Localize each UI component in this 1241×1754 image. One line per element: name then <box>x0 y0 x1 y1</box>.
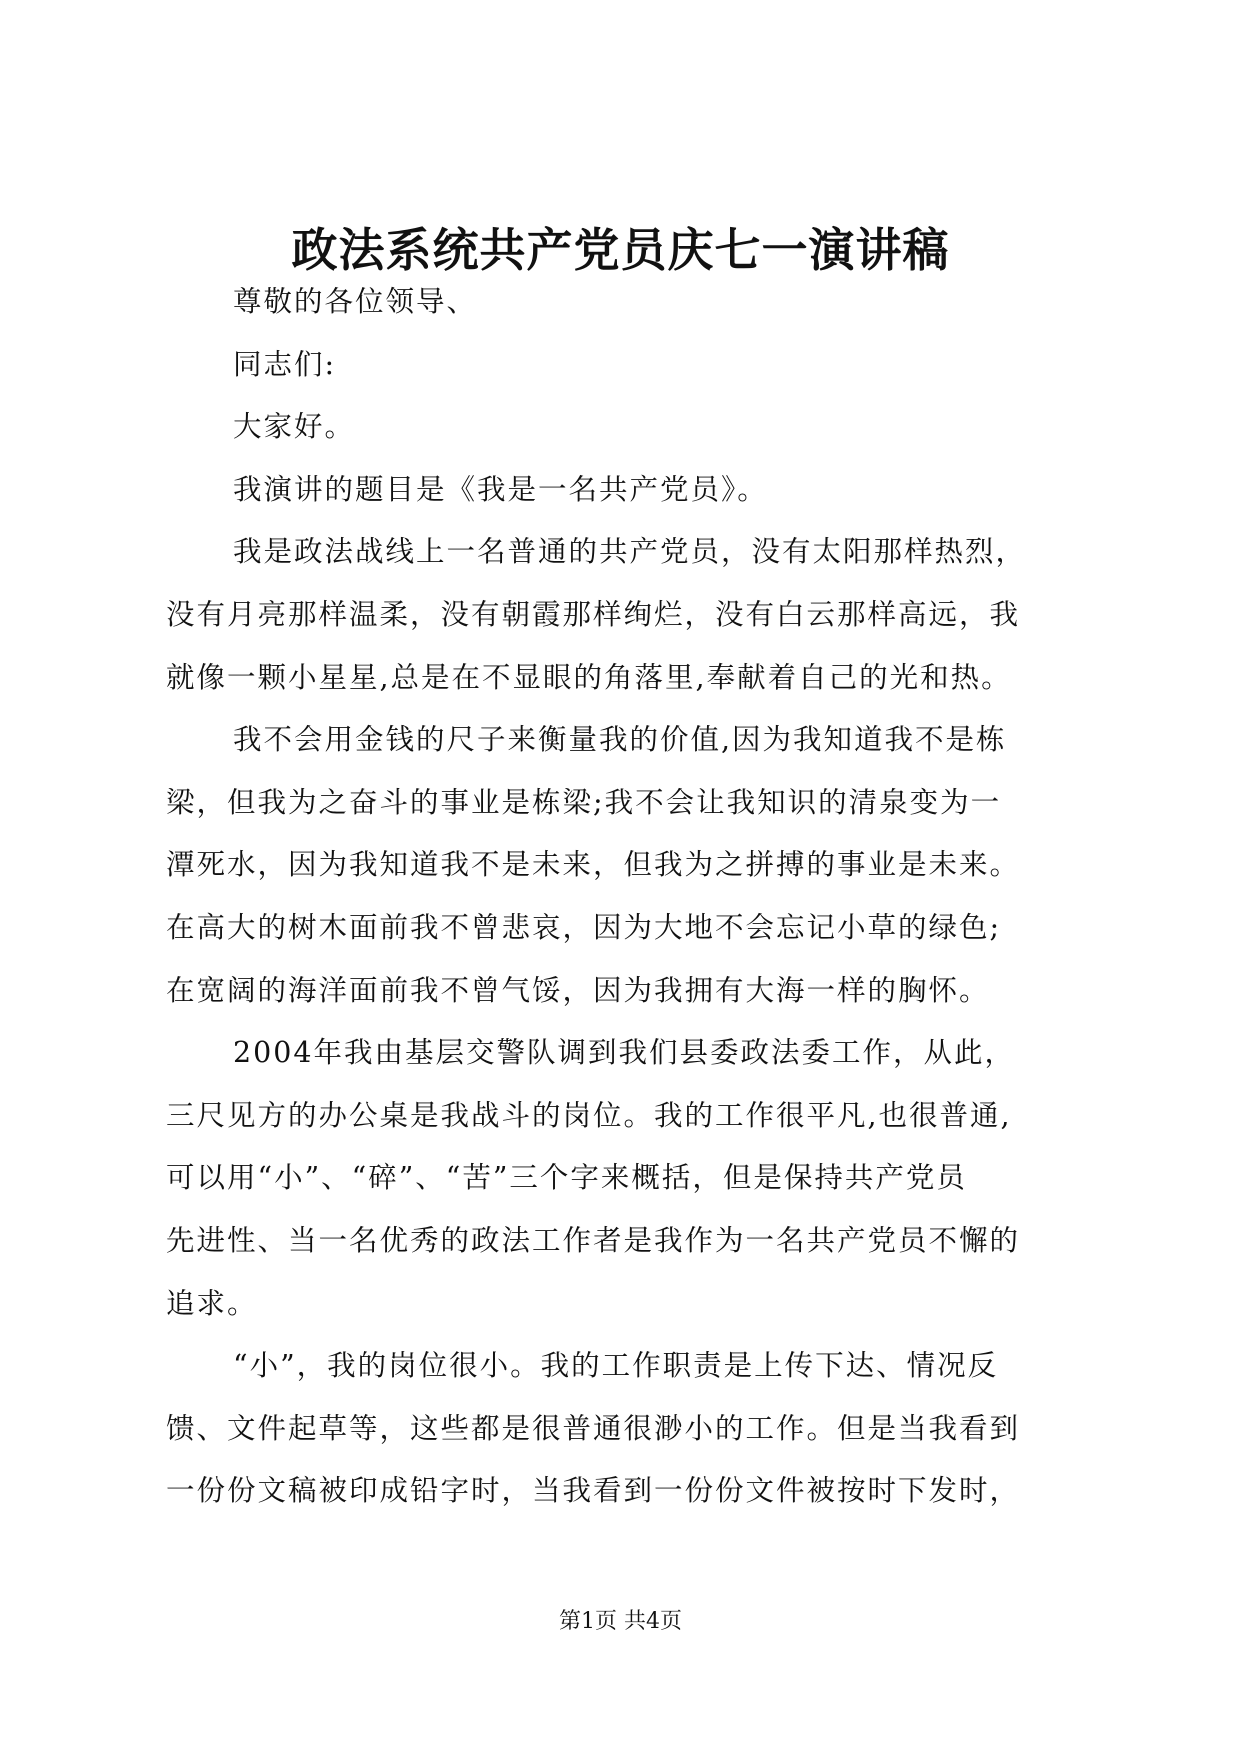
text-line: 追求。 <box>166 1286 258 1320</box>
text-line: 先进性、当一名优秀的政法工作者是我作为一名共产党员不懈的 <box>166 1224 1021 1257</box>
text-line: 馈、文件起草等，这些都是很普通很渺小的工作。但是当我看到 <box>166 1411 1021 1445</box>
text-line: 梁，但我为之奋斗的事业是栋梁;我不会让我知识的清泉变为一 <box>166 785 1002 819</box>
text-line: 在宽阔的海洋面前我不曾气馁，因为我拥有大海一样的胸怀。 <box>166 973 990 1007</box>
text-line: 同志们: <box>233 347 337 381</box>
text-line: 可以用“小”、“碎”、“苦”三个字来概括，但是保持共产党员 <box>166 1161 967 1195</box>
text-line: 我是政法战线上一名普通的共产党员，没有太阳那样热烈， <box>233 535 1027 569</box>
text-line: 潭死水，因为我知道我不是未来，但我为之拼搏的事业是未来。 <box>166 848 1021 882</box>
page-footer: 第1页 共4页 <box>559 1609 682 1634</box>
text-line: 我演讲的题目是《我是一名共产党员》。 <box>233 472 768 506</box>
text-line: 2004年我由基层交警队调到我们县委政法委工作，从此， <box>233 1036 1016 1070</box>
text-line: 三尺见方的办公桌是我战斗的岗位。我的工作很平凡,也很普通, <box>166 1098 1012 1132</box>
text-line: “小”，我的岗位很小。我的工作职责是上传下达、情况反 <box>233 1349 999 1383</box>
document-title: 政法系统共产党员庆七一演讲稿 <box>291 223 950 277</box>
text-line: 没有月亮那样温柔，没有朝霞那样绚烂，没有白云那样高远，我 <box>166 598 1021 631</box>
text-line: 一份份文稿被印成铅字时，当我看到一份份文件被按时下发时， <box>166 1474 1021 1508</box>
text-line: 我不会用金钱的尺子来衡量我的价值,因为我知道我不是栋 <box>233 723 1007 757</box>
text-line: 就像一颗小星星,总是在不显眼的角落里,奉献着自己的光和热。 <box>166 660 1012 694</box>
text-line: 大家好。 <box>233 410 356 444</box>
text-line: 在高大的树木面前我不曾悲哀，因为大地不会忘记小草的绿色; <box>166 911 1002 944</box>
text-line: 尊敬的各位领导、 <box>233 285 478 318</box>
